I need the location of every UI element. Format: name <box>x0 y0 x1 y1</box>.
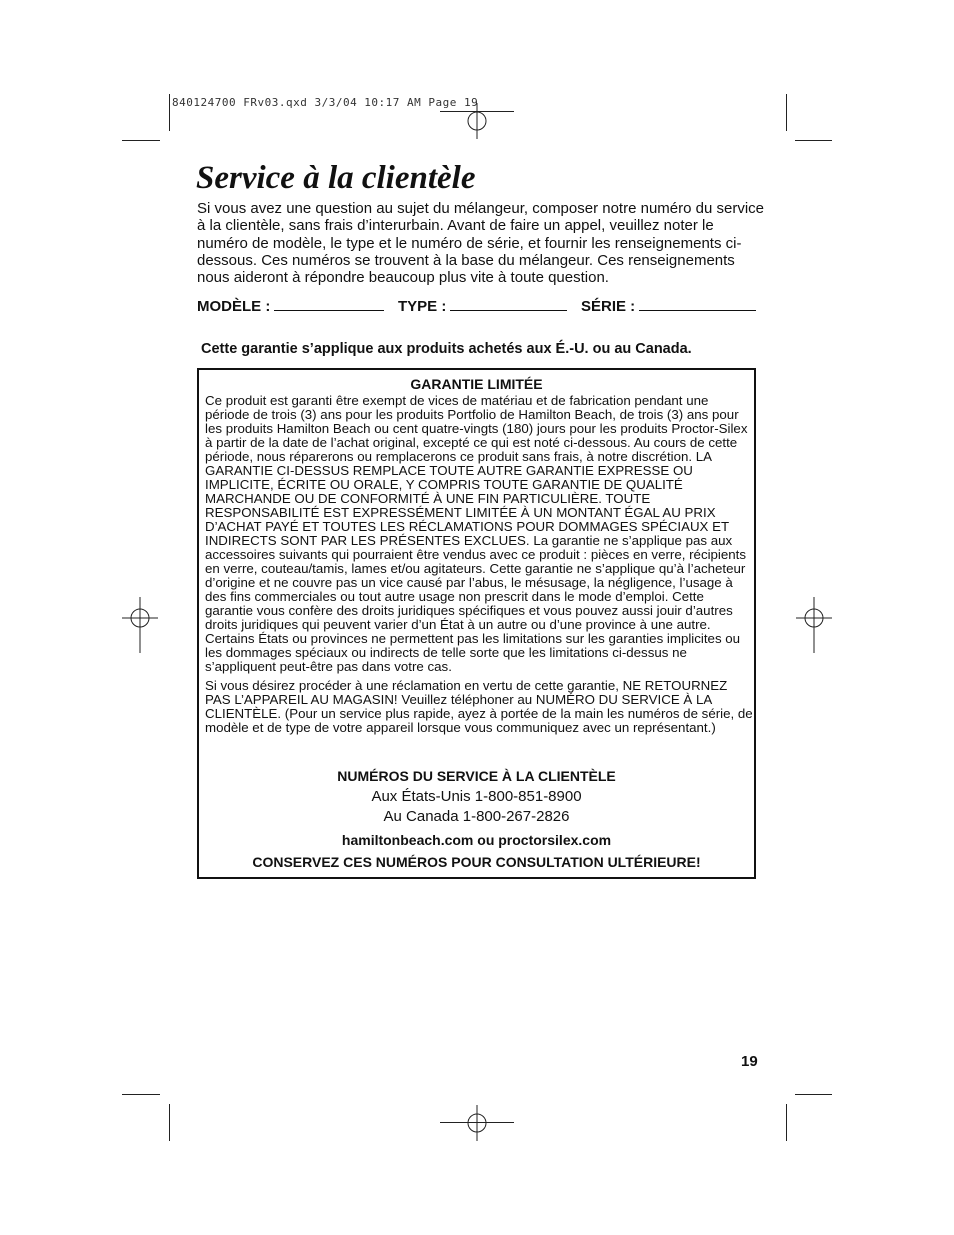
model-label: MODÈLE : <box>197 298 271 315</box>
canada-phone-number: Au Canada 1-800-267-2826 <box>383 808 570 825</box>
crop-mark-bottom-right-v <box>786 1104 787 1141</box>
warranty-paragraph-2: Si vous désirez procéder à une réclamation en vertu de cette garantie, NE RETOURNEZ PAS L’APPAREIL AU MAGASIN! Veuillez téléphoner au NUMÉRO DU SERVICE À LA CLIENTÈLE. (Pour un service plus rapide, ayez à portée de la main les numéros de série, de modèle et de type de votre appareil lorsque vous communiquez avec un représentant.) <box>205 678 753 735</box>
type-field <box>398 296 567 315</box>
warranty-box <box>197 368 756 879</box>
registration-mark-bottom-icon <box>459 1105 495 1141</box>
crop-mark-top-right-h <box>795 140 832 141</box>
crop-mark-top-left-v <box>169 94 170 131</box>
keep-numbers-notice: CONSERVEZ CES NUMÉROS POUR CONSULTATION ULTÉRIEURE! <box>252 854 701 870</box>
crop-mark-bottom-left-v <box>169 1104 170 1141</box>
model-field <box>197 296 384 315</box>
serial-field <box>581 296 756 315</box>
websites: hamiltonbeach.com ou proctorsilex.com <box>341 832 612 848</box>
warranty-text <box>205 394 753 735</box>
crop-mark-bottom-left-h <box>122 1094 160 1095</box>
registration-mark-right-icon <box>796 597 832 653</box>
model-blank <box>274 296 384 311</box>
warranty-paragraph-1: Ce produit est garanti être exempt de vices de matériau et de fabrication pendant une période de trois (3) ans pour les produits Portfolio de Hamilton Beach, de trois (3) ans pour les produits Hamilton Beach ou cent quatre-vingts (180) jours pour les produits Proctor-Silex à partir de la date de l’achat original, excepté ce qui est noté ci-dessous. Au cours de cette période, nous réparerons ou remplacerons ce produit sans frais, à notre discrétion. LA GARANTIE CI-DESSUS REMPLACE TOUTE AUTRE GARANTIE EXPRESSE OU IMPLICITE, ÉCRITE OU ORALE, Y COMPRIS TOUTE GARANTIE DE QUALITÉ MARCHANDE OU DE CONFORMITÉ À UNE FIN PARTICULIÈRE. TOUTE RESPONSABILITÉ EST EXPRESSÉMENT LIMITÉE À UN MONTANT ÉGAL AU PRIX D’ACHAT PAYÉ ET TOUTES LES RÉCLAMATIONS POUR DOMMAGES SPÉCIAUX ET INDIRECTS SONT PAR LES PRÉSENTES EXCLUES. La garantie ne s’applique pas aux accessoires suivants qui pourraient être vendus avec ce produit : pièces en verre, récipients en verre, couteau/tamis, lames et/ou agitateurs. Cette garantie ne s’applique qu’à l’acheteur d’origine et ne couvre pas un vice causé par l’abus, le mésusage, la négligence, l’usage à des fins commerciales ou tout autre usage non prescrit dans le mode d’emploi. Cette garantie vous confère des droits juridiques spécifiques et vous pouvez aussi jouir d’autres droits juridiques qui peuvent varier d’un État à un autre ou d’une province à une autre. Certains États ou provinces ne permettent pas les limitations sur les garanties implicites ou les dommages spéciaux ou indirects de telle sorte que les limitations ci-dessus ne s’appliquent peut-être pas dans votre cas. <box>205 393 748 674</box>
registration-mark-left-icon <box>122 597 158 653</box>
crop-mark-top-left-h <box>122 140 160 141</box>
warranty-title: GARANTIE LIMITÉE <box>410 376 543 392</box>
warranty-scope-notice: Cette garantie s’applique aux produits achetés aux É.-U. ou au Canada. <box>201 341 692 357</box>
crop-mark-bottom-right-h <box>795 1094 832 1095</box>
type-blank <box>450 296 567 311</box>
type-label: TYPE : <box>398 298 447 315</box>
page-number: 19 <box>741 1053 758 1070</box>
print-slug: 840124700 FRv03.qxd 3/3/04 10:17 AM Page 19 <box>172 96 479 109</box>
page-title: Service à la clientèle <box>196 160 476 196</box>
crop-mark-top-right-v <box>786 94 787 131</box>
intro-paragraph: Si vous avez une question au sujet du mélangeur, composer notre numéro du service à la clientèle, sans frais d’interurbain. Avant de faire un appel, veuillez noter le numéro de modèle, le type et le numéro de série, et fournir les renseignements ci-dessous. Ces numéros se trouvent à la base du mélangeur. Ces renseignements nous aideront à répondre beaucoup plus vite à toute question. <box>197 200 764 287</box>
us-phone-number: Aux États-Unis 1-800-851-8900 <box>371 788 582 805</box>
serial-blank <box>639 296 756 311</box>
service-numbers-heading: NUMÉROS DU SERVICE À LA CLIENTÈLE <box>337 768 616 784</box>
serial-label: SÉRIE : <box>581 298 636 315</box>
